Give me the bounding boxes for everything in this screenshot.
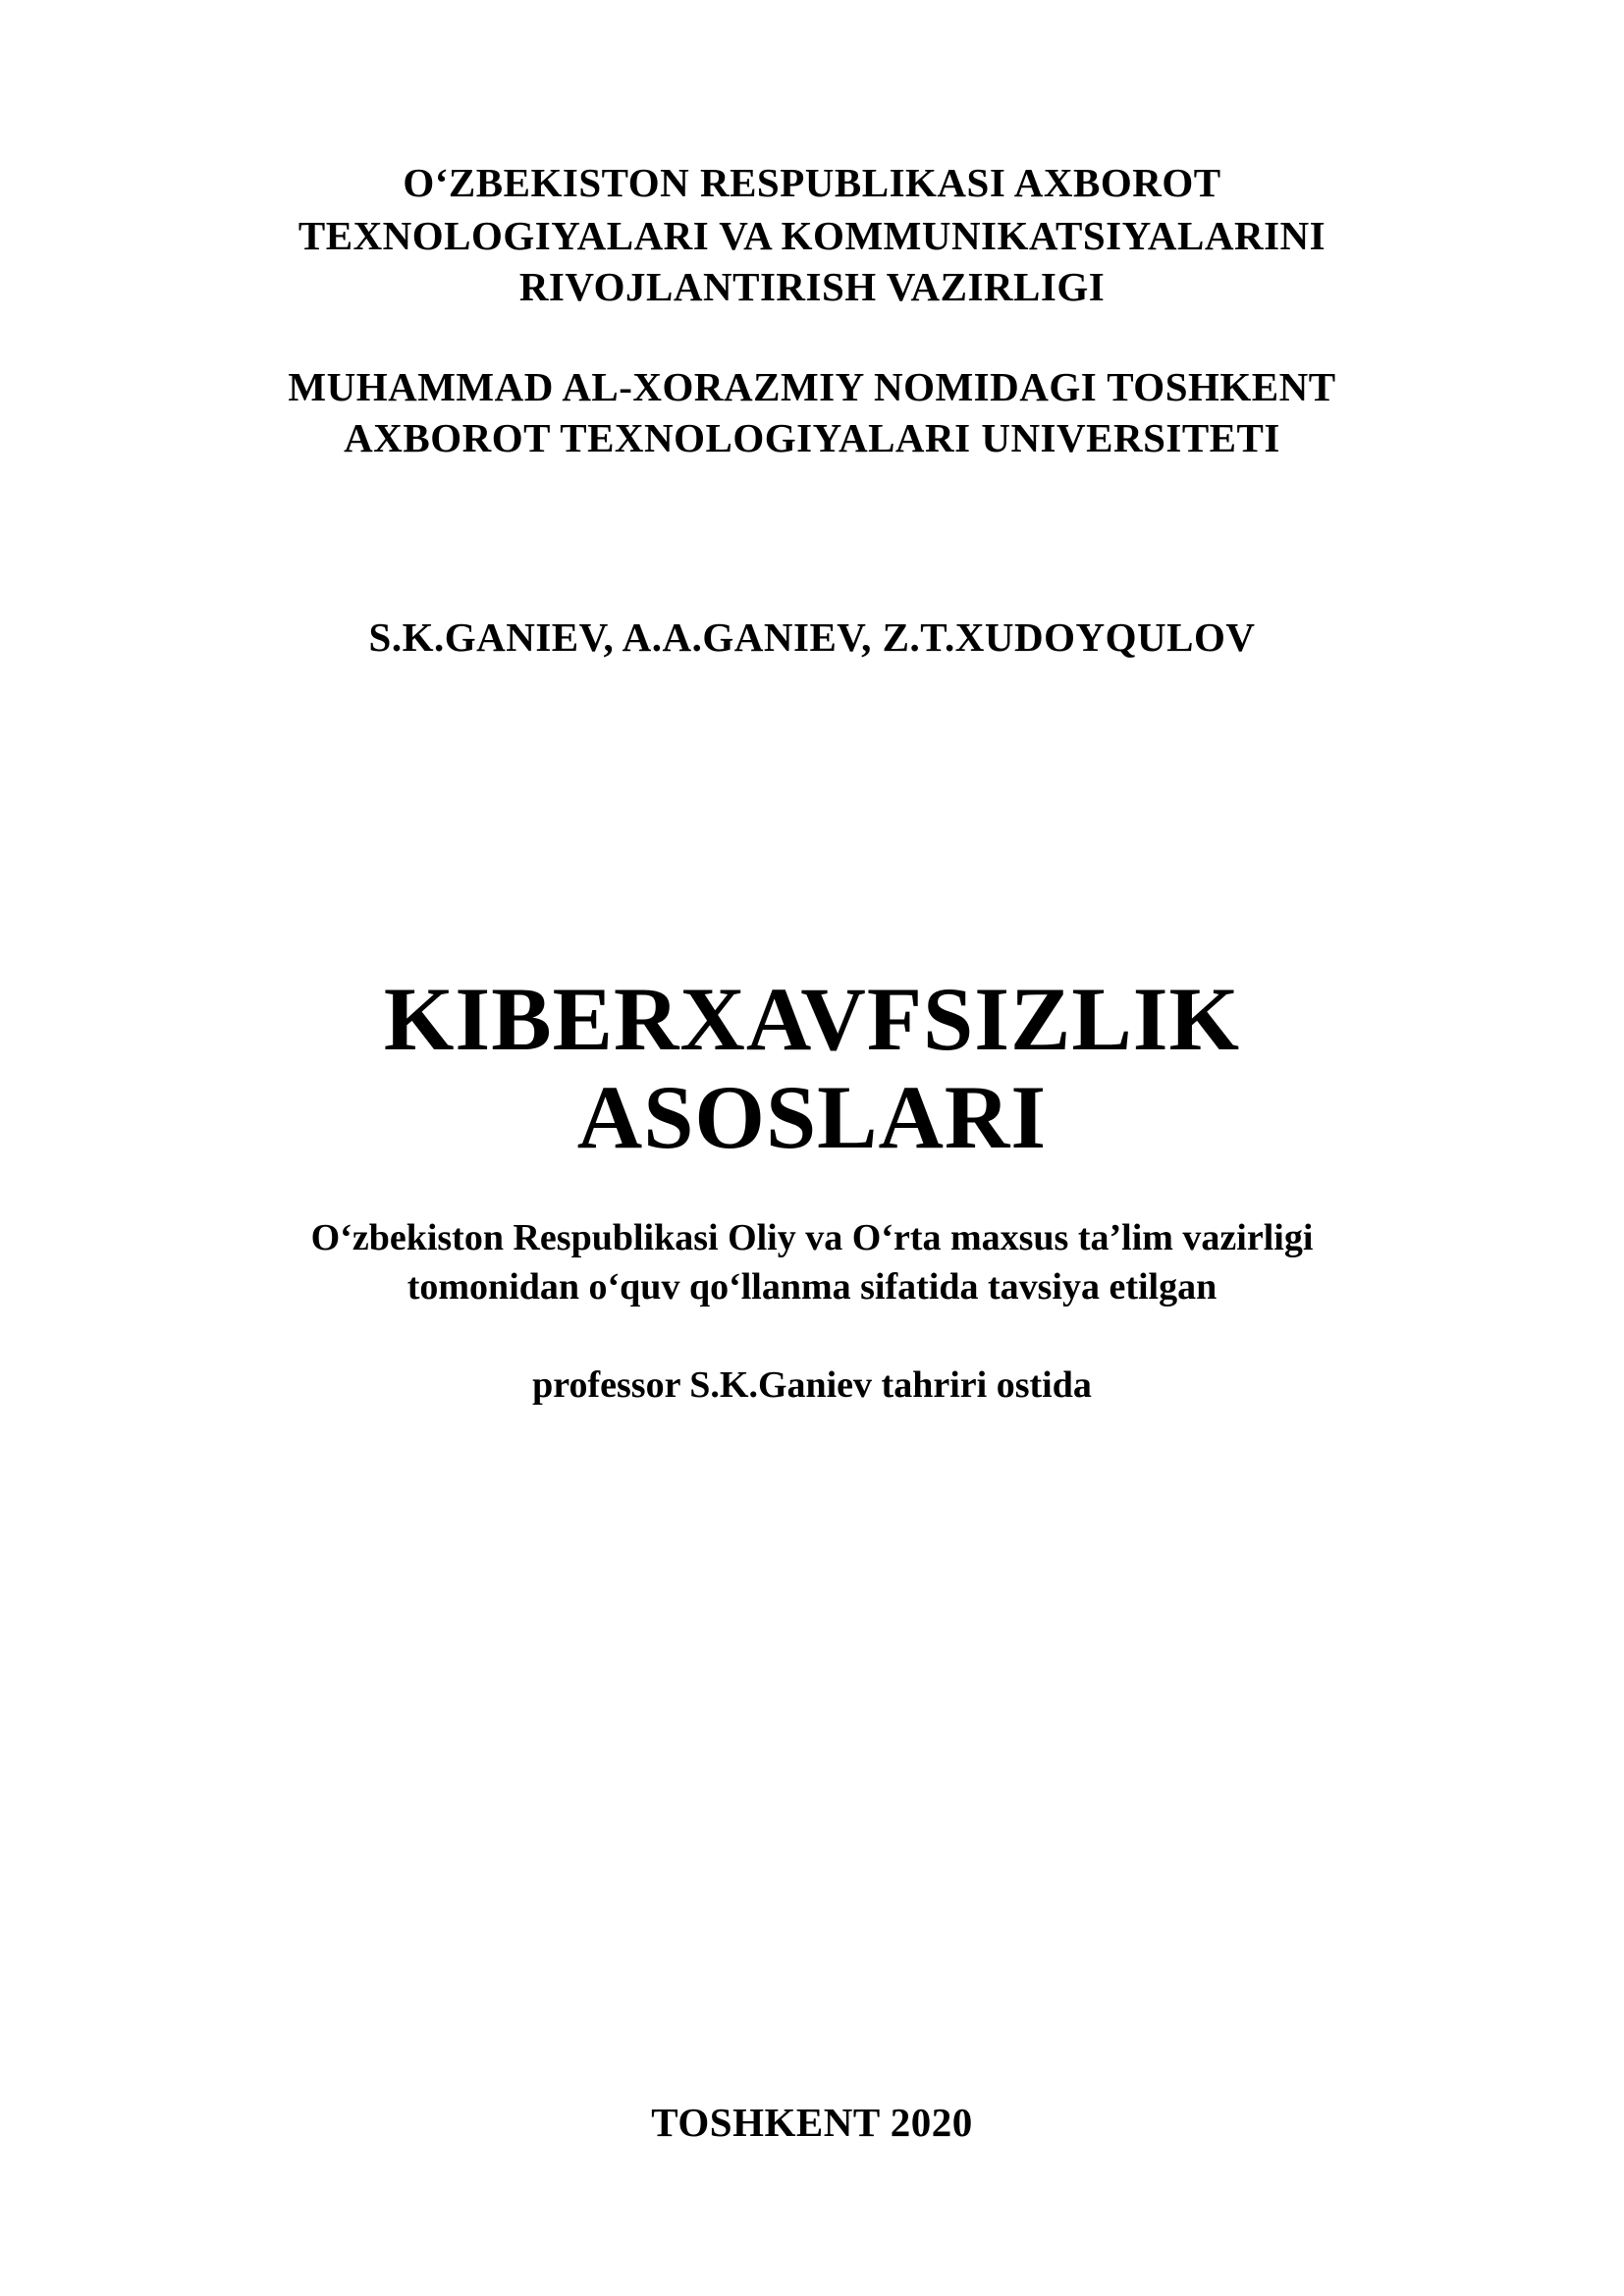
university-line-2: AXBOROT TEXNOLOGIYALARI UNIVERSITETI: [344, 415, 1280, 460]
ministry-line-3: RIVOJLANTIRISH VAZIRLIGI: [518, 264, 1106, 309]
authors: S.K.GANIEV, A.A.GANIEV, Z.T.XUDOYQULOV: [368, 614, 1256, 660]
book-title-line-2: ASOSLARI: [576, 1067, 1048, 1167]
university-line-1: MUHAMMAD AL-XORAZMIY NOMIDAGI TOSHKENT: [288, 364, 1336, 409]
ministry-line-2: TEXNOLOGIYALARI VA KOMMUNIKATSIYALARINI: [298, 213, 1326, 258]
book-title-line-1: KIBERXAVFSIZLIK: [383, 969, 1241, 1069]
ministry-line-1: O‘ZBEKISTON RESPUBLIKASI AXBOROT: [403, 160, 1221, 205]
imprint-city-year: TOSHKENT 2020: [651, 2100, 973, 2145]
recommendation-line-1: O‘zbekiston Respublikasi Oliy va O‘rta maxsus ta’lim vazirligi: [310, 1217, 1314, 1258]
recommendation-line-2: tomonidan o‘quv qo‘llanma sifatida tavsiya etilgan: [406, 1266, 1218, 1308]
editor-note: professor S.K.Ganiev tahriri ostida: [532, 1364, 1092, 1406]
